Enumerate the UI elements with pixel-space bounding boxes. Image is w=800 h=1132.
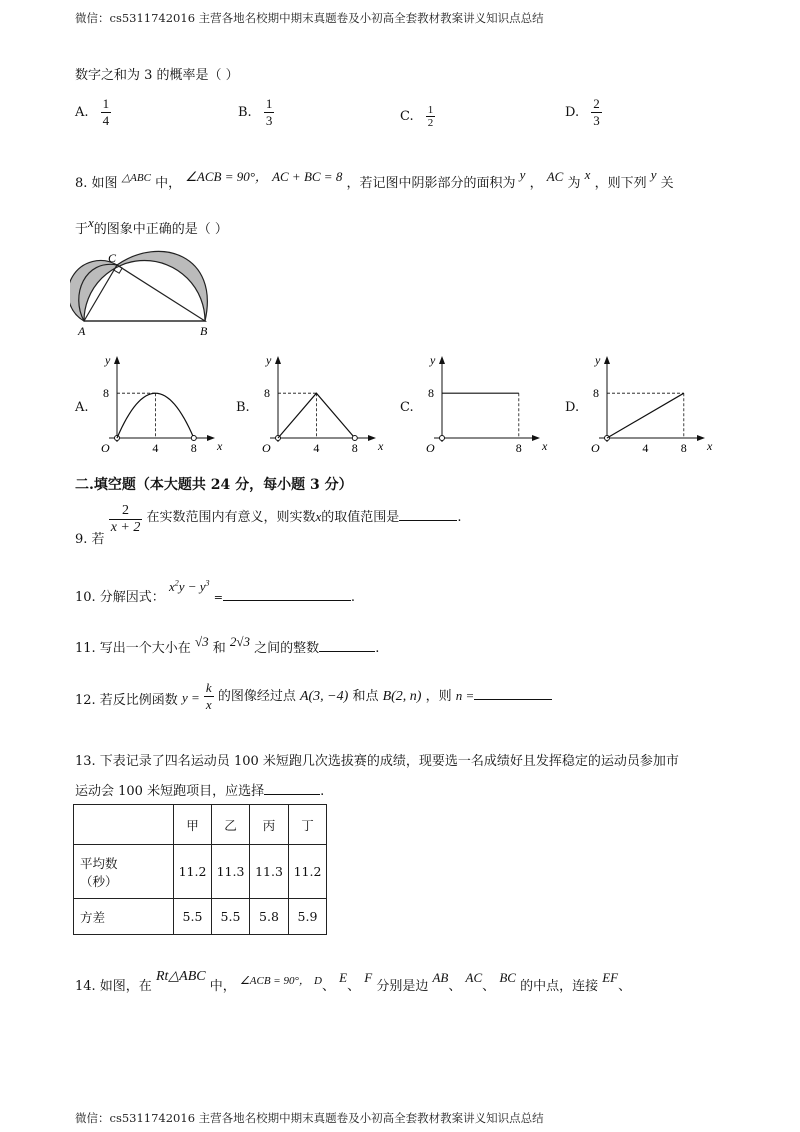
q9: 9. 若 $\frac{2}{x + 2}$ 在实数范围内有意义，则实数x的取值范围是 . [75,503,462,547]
tick-label-y8: 8 [103,386,109,401]
table-row: 方差 5.5 5.5 5.8 5.9 [74,899,327,935]
answer-blank[interactable] [399,506,457,521]
endpoint-open [352,436,357,441]
graph [254,350,394,455]
q8-line2: 于x的图象中正确的是（ ） [75,215,228,237]
x-axis-arrow [697,435,705,441]
fraction: $\frac{1}{2}$ [427,104,434,129]
y-axis-label: y [430,353,436,367]
endpoint-open [191,436,196,441]
x-axis-label: x [542,439,548,453]
graph [583,350,723,455]
origin-open-point [440,436,445,441]
fraction: $\frac{2}{3}$ [593,96,600,128]
q7-tail: 数字之和为 3 的概率是（ ） [75,68,239,83]
q10-expression: $x^2y - y^3$ [168,578,210,594]
x-axis-arrow [207,435,215,441]
tick-label-x8: 8 [515,441,522,455]
q10: 10. 分解因式： $x^2y - y^3$ = . [75,578,356,605]
table-header-row: 甲 乙 丙 丁 [74,805,327,845]
x-axis-label: x [707,439,713,453]
y-axis-arrow [114,356,120,364]
x-axis-label: x [378,439,384,453]
page-header: 微信：cs5311742016 主营各地名校期中期末真题卷及小初高全套教材教案讲义知识点总结 [75,11,544,25]
option-label: C. [400,400,414,415]
graph [418,350,558,455]
fraction: $\frac{1}{4}$ [102,96,110,128]
q7-option-b: B. $\frac{1}{3}$ [238,96,273,128]
answer-blank[interactable] [319,637,375,652]
answer-blank[interactable] [223,586,351,601]
q7-option-a: A. $\frac{1}{4}$ [75,96,110,128]
option-label: D. [565,400,580,415]
page-footer: 微信：cs5311742016 主营各地名校期中期末真题卷及小初高全套教材教案讲义知识点总结 [75,1111,544,1125]
label-b: B [200,324,208,337]
origin-label: O [591,441,600,455]
y-axis-arrow [439,356,445,364]
q11: 11. 写出一个大小在 √3 和 2√3 之间的整数 . [75,634,380,656]
q7-option-c: C. $\frac{1}{2}$ [400,104,434,129]
table-row: 平均数 （秒） 11.2 11.3 11.3 11.2 [74,845,327,899]
q13-line1: 13. 下表记录了四名运动员 100 米短跑几次选拔赛的成绩，现要选一名成绩好且发挥稳定的运动员参加市 [75,754,679,769]
label-a: A [78,324,86,337]
origin-label: O [426,441,435,455]
y-axis-arrow [604,356,610,364]
option-label: B. [236,400,250,415]
q8-line1: 8. 如图 $^{\triangle ABC}$ 中， ∠ACB = 90°， AC + BC = 8 ，若记图中阴影部分的面积为 y ， AC 为 x ，则下列 y 关 [75,167,674,191]
q9-fraction: $\frac{2}{x + 2}$ [110,503,141,535]
q13-line2: 运动会 100 米短跑项目，应选择 . [75,780,324,799]
y-axis-label: y [266,353,272,367]
tick-label-x8: 8 [190,441,197,455]
fraction: $\frac{1}{3}$ [265,96,273,128]
origin-label: O [262,441,271,455]
tick-label-x8: 8 [351,441,358,455]
tick-label-y8: 8 [428,386,434,401]
answer-blank[interactable] [474,685,552,700]
y-axis-arrow [275,356,281,364]
tick-label-y8: 8 [593,386,599,401]
tick-label-x8: 8 [680,441,687,455]
q7-option-d: D. $\frac{2}{3}$ [565,96,600,128]
q12-fraction: $\frac{k}{x}$ [205,680,212,712]
q12: 12. 若反比例函数 y = $\frac{k}{x}$ 的图像经过点 A(3, −4) 和点 B(2, n) ，则 n = [75,680,552,713]
option-label: A. [75,400,89,415]
graph-curve [607,393,684,438]
tick-label-x4: 4 [313,441,320,455]
tick-label-x4: 4 [642,441,649,455]
tick-label-x4: 4 [152,441,159,455]
label-c: C [108,251,117,265]
tick-label-y8: 8 [264,386,270,401]
origin-label: O [101,441,110,455]
y-axis-label: y [595,353,601,367]
section-title: 二.填空题（本大题共 24 分，每小题 3 分） [75,477,353,493]
x-axis-arrow [368,435,376,441]
x-axis-label: x [217,439,223,453]
score-table [73,804,327,935]
answer-blank[interactable] [264,780,320,795]
y-axis-label: y [105,353,111,367]
x-axis-arrow [532,435,540,441]
graph [93,350,233,455]
q14: 14. 如图，在 Rt△ABC 中， $^{\angle ACB = 90^\circ,}$ $^D$、 E、 F 分别是边 AB、 AC、 BC 的中点，连接 EF、 [75,969,632,994]
q8-figure [70,245,230,337]
